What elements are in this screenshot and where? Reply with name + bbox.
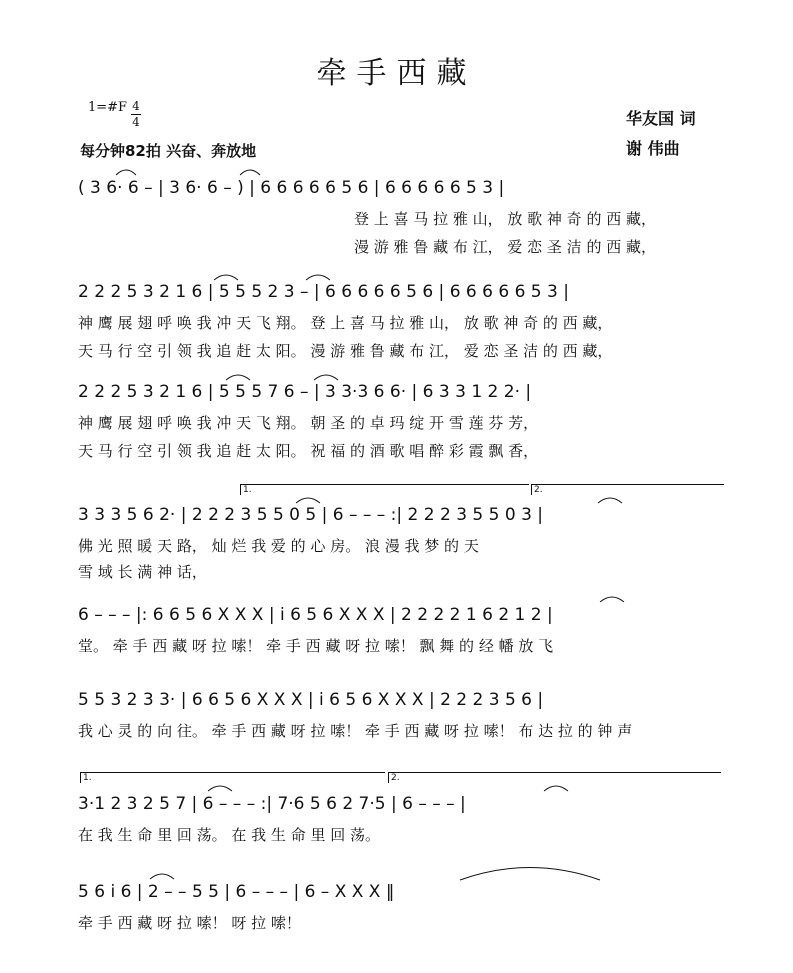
slur: [460, 868, 600, 881]
slur: [116, 170, 136, 175]
tempo-marking: 每分钟82拍 兴奋、奔放地: [80, 142, 257, 160]
volta-bracket: 1.: [80, 772, 385, 783]
notation-line: 6 – – – |: 6 6 5 6 X X X | i 6 5 6 X X X | 2 2 2 2 1 6 2 1 2 |: [78, 605, 553, 625]
notation-line: ( 3 6· 6 – | 3 6· 6 – ) | 6 6 6 6 6 5 6 | 6 6 6 6 6 5 3 |: [78, 178, 505, 198]
slur: [150, 874, 174, 879]
lyric-line: 堂。 牵 手 西 藏 呀 拉 嗦！ 牵 手 西 藏 呀 拉 嗦！ 飘 舞 的 经 幡 放 飞: [78, 637, 554, 655]
volta-bracket: 1.: [240, 484, 529, 495]
slur: [314, 375, 338, 380]
composer-credit: 谢 伟曲: [626, 139, 680, 158]
lyric-line: 登 上 喜 马 拉 雅 山， 放 歌 神 奇 的 西 藏，: [354, 210, 656, 228]
lyricist-credit: 华友国 词: [626, 109, 696, 128]
key-signature: 1=#F: [88, 100, 128, 115]
notation-line: 2 2 2 5 3 2 1 6 | 5 5 5 2 3 – | 6 6 6 6 6 5 6 | 6 6 6 6 6 5 3 |: [78, 282, 569, 302]
lyric-line: 在 我 生 命 里 回 荡。 在 我 生 命 里 回 荡。: [78, 826, 380, 844]
time-sig-top: 4: [132, 99, 140, 113]
lyric-line: 神 鹰 展 翅 呼 唤 我 冲 天 飞 翔。 登 上 喜 马 拉 雅 山， 放 歌 神 奇 的 西 藏，: [78, 314, 613, 332]
time-sig-bottom: 4: [132, 115, 140, 129]
lyric-line: 佛 光 照 暖 天 路， 灿 烂 我 爱 的 心 房。 浪 漫 我 梦 的 天: [78, 537, 479, 555]
time-signature: [131, 100, 141, 129]
notation-line: 3 3 3 5 6 2· | 2 2 2 3 5 5 0 5 | 6 – – – :| 2 2 2 3 5 5 0 3 |: [78, 505, 544, 525]
slur: [598, 498, 622, 503]
notation-line: 5 6 i 6 | 2 – – 5 5 | 6 – – – | 6 – X X X ‖: [78, 882, 395, 902]
volta-bracket: 2.: [531, 484, 724, 495]
lyric-line: 我 心 灵 的 向 往。 牵 手 西 藏 呀 拉 嗦！ 牵 手 西 藏 呀 拉 嗦！ 布 达 拉 的 钟 声: [78, 722, 633, 740]
notation-line: 2 2 2 5 3 2 1 6 | 5 5 5 7 6 – | 3 3·3 6 6· | 6 3 3 1 2 2· |: [78, 382, 532, 402]
slur: [226, 375, 250, 380]
lyric-line: 牵 手 西 藏 呀 拉 嗦！ 呀 拉 嗦！: [78, 914, 301, 932]
notation-line: 5 5 3 2 3 3· | 6 6 5 6 X X X | i 6 5 6 X X X | 2 2 2 3 5 6 |: [78, 690, 544, 710]
slur: [214, 275, 238, 280]
slur: [208, 786, 232, 791]
lyric-line: 漫 游 雅 鲁 藏 布 江， 爱 恋 圣 洁 的 西 藏，: [354, 238, 656, 256]
lyric-line: 神 鹰 展 翅 呼 唤 我 冲 天 飞 翔。 朝 圣 的 卓 玛 绽 开 雪 莲 芬 芳，: [78, 414, 539, 432]
lyric-line: 天 马 行 空 引 领 我 追 赶 太 阳。 祝 福 的 酒 歌 唱 醉 彩 霞 飘 香，: [78, 442, 539, 460]
volta-bracket: 2.: [388, 772, 721, 783]
notation-line: 3·1 2 3 2 5 7 | 6 – – – :| 7·6 5 6 2 7·5 | 6 – – – |: [78, 794, 466, 814]
slur: [240, 170, 260, 175]
slur: [296, 498, 320, 503]
slur: [544, 786, 568, 791]
slur: [306, 275, 330, 280]
lyric-line: 雪 域 长 满 神 话，: [78, 563, 207, 581]
song-title: 牵手西藏: [316, 56, 477, 91]
lyric-line: 天 马 行 空 引 领 我 追 赶 太 阳。 漫 游 雅 鲁 藏 布 江， 爱 恋 圣 洁 的 西 藏，: [78, 342, 613, 360]
slur: [600, 597, 624, 602]
